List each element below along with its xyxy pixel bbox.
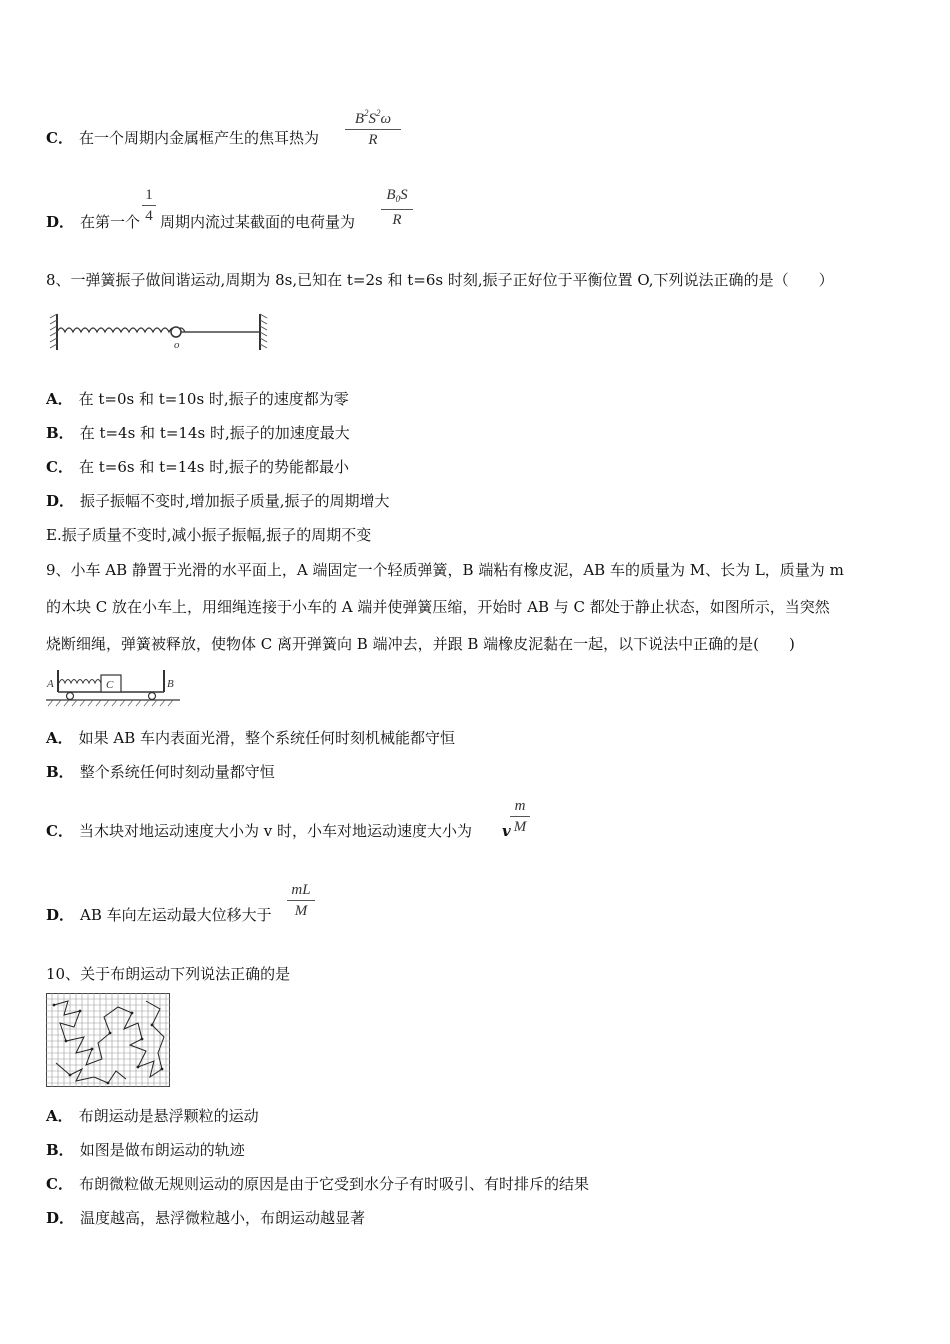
option-text: 在一个周期内金属框产生的焦耳热为 xyxy=(78,129,319,147)
equilibrium-label: o xyxy=(174,339,180,351)
option-text-pre: 在第一个 xyxy=(80,213,141,231)
option-label: D． xyxy=(46,213,75,231)
q10-option-d: D． 温度越高，悬浮微粒越小，布朗运动越显著 xyxy=(46,1209,366,1227)
q9-option-a: A． 如果 AB 车内表面光滑，整个系统任何时刻机械能都守恒 xyxy=(46,729,456,747)
end-b-label: B xyxy=(167,678,174,690)
cart-spring-figure xyxy=(46,664,180,708)
fraction-mL-over-M: mL M xyxy=(287,881,315,920)
question-10-stem: 10、关于布朗运动下列说法正确的是 xyxy=(46,965,291,983)
end-a-label: A xyxy=(47,678,54,690)
q8-option-e: E.振子质量不变时,减小振子振幅,振子的周期不变 xyxy=(46,526,372,544)
option-label: C． xyxy=(46,129,73,147)
q9-option-c: C． 当木块对地运动速度大小为 v 时，小车对地运动速度大小为 v xyxy=(46,822,511,840)
q8-option-a: A． 在 t=0s 和 t=10s 时,振子的速度都为零 xyxy=(46,390,349,408)
brownian-motion-grid-figure xyxy=(46,993,170,1087)
q8-option-d: D． 振子振幅不变时,增加振子质量,振子的周期增大 xyxy=(46,492,390,510)
q8-option-c: C． 在 t=6s 和 t=14s 时,振子的势能都最小 xyxy=(46,458,350,476)
q10-option-b: B． 如图是做布朗运动的轨迹 xyxy=(46,1141,245,1159)
question-9-stem-line3: 烧断细绳，弹簧被释放，使物体 C 离开弹簧向 B 端冲去，并跟 B 端橡皮泥黏在一起，以下说法中正确的是( ) xyxy=(46,635,795,653)
question-9-stem-line2: 的木块 C 放在小车上，用细绳连接于小车的 A 端并使弹簧压缩，开始时 AB 与 C 都处于静止状态，如图所示，当突然 xyxy=(46,598,830,616)
fraction-one-quarter: 1 4 xyxy=(142,186,156,225)
spring-oscillator-figure xyxy=(48,310,272,354)
q9-option-d: D． AB 车向左运动最大位移大于 xyxy=(46,906,272,924)
block-c-label: C xyxy=(106,679,114,691)
q8-option-b: B． 在 t=4s 和 t=14s 时,振子的加速度最大 xyxy=(46,424,350,442)
option-c-q7 xyxy=(46,128,319,148)
q10-option-c: C． 布朗微粒做无规则运动的原因是由于它受到水分子有时吸引、有时排斥的结果 xyxy=(46,1175,589,1193)
q9-option-b: B． 整个系统任何时刻动量都守恒 xyxy=(46,763,275,781)
option-text-post: 周期内流过某截面的电荷量为 xyxy=(160,213,356,231)
fraction-charge: $B_0S$ R xyxy=(381,186,413,229)
q10-option-a: A． 布朗运动是悬浮颗粒的运动 xyxy=(46,1107,259,1125)
question-9-stem-line1: 9、小车 AB 静置于光滑的水平面上，A 端固定一个轻质弹簧，B 端粘有橡皮泥，AB 车的质量为 M、长为 L，质量为 m xyxy=(46,561,844,579)
option-d-q7 xyxy=(46,212,355,232)
question-8-stem: 8、一弹簧振子做间谐运动,周期为 8s,已知在 t=2s 和 t=6s 时刻,振子正好位于平衡位置 O,下列说法正确的是（ ） xyxy=(46,271,834,289)
fraction-joule-heat: $B^2S^2\omega$ R xyxy=(345,104,401,149)
fraction-m-over-M: m M xyxy=(510,797,530,836)
